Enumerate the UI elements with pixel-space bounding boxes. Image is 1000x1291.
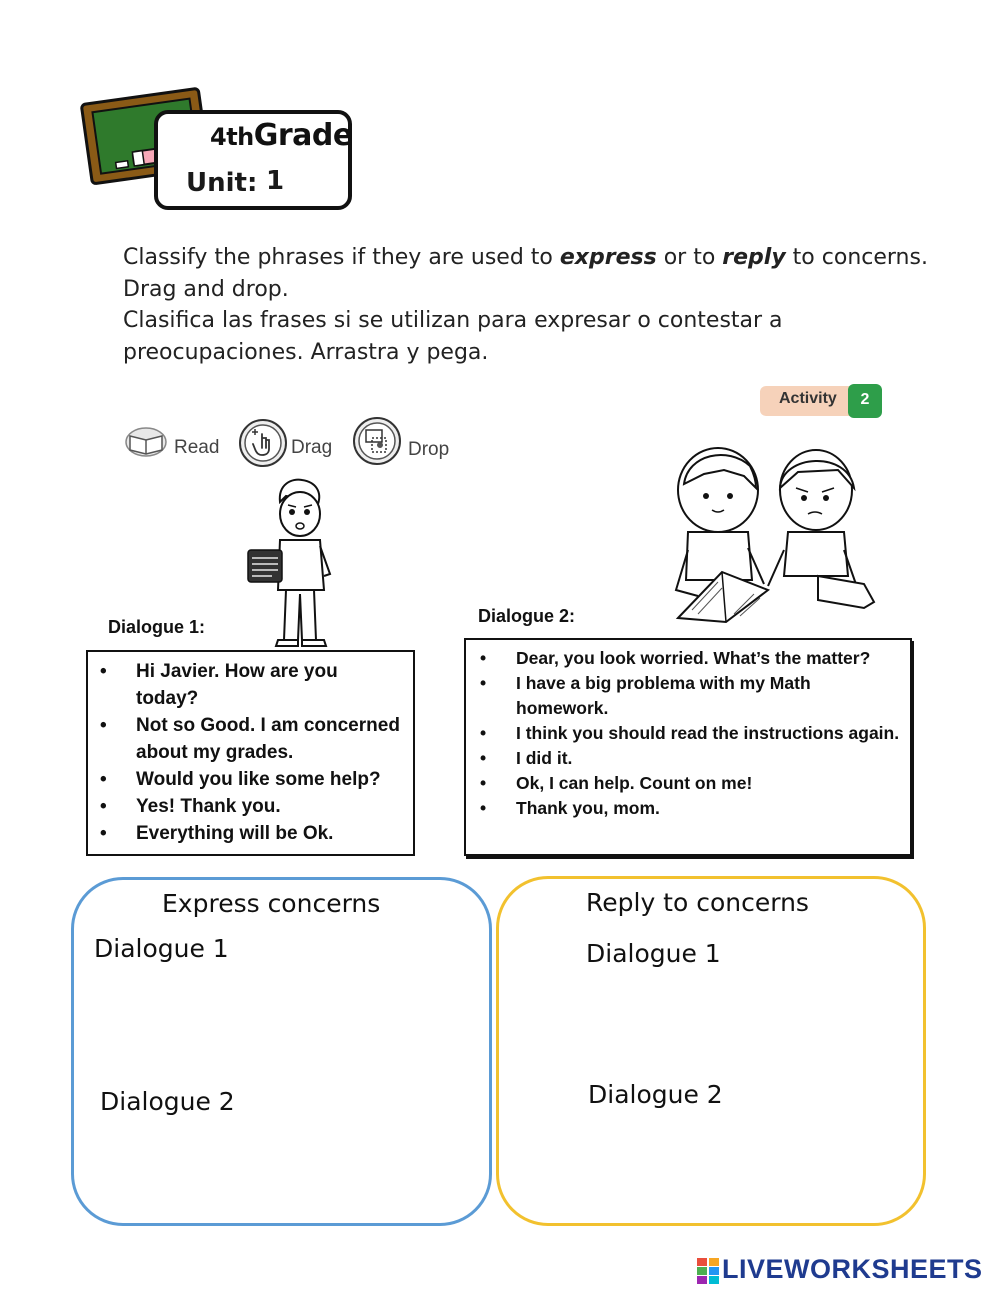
reply-concerns-title: Reply to concerns [586, 888, 809, 917]
instructions-en-line1: Classify the phrases if they are used to express or to reply to concerns. [123, 245, 928, 270]
instructions [123, 242, 928, 368]
express-concerns-title: Express concerns [162, 889, 381, 918]
dialogue1-line[interactable]: • Yes! Thank you. [136, 793, 405, 820]
instructions-es-line2: preocupaciones. Arrastra y pega. [123, 339, 489, 365]
liveworksheets-logo-icon [697, 1258, 719, 1284]
express-dialogue2-label: Dialogue 2 [100, 1087, 235, 1116]
dialogue2-list [516, 646, 902, 821]
book-icon [124, 418, 168, 462]
reply-dialogue1-label: Dialogue 1 [586, 939, 721, 968]
drag-hand-icon [238, 418, 288, 468]
dialogue1-title: Dialogue 1: [108, 617, 206, 637]
unit-label: Unit: [186, 168, 258, 198]
dialogue2-box [464, 638, 912, 856]
dialogue2-line[interactable]: • Thank you, mom. [516, 796, 902, 821]
express-dialogue1-label: Dialogue 1 [94, 934, 229, 963]
grade-label: 4thGrade [210, 118, 353, 153]
dialogue2-line[interactable]: • I did it. [516, 746, 902, 771]
dialogue2-line[interactable]: • I have a big problema with my Math homework. [516, 671, 902, 721]
activity-label: Activity [779, 390, 837, 407]
express-concerns-drop-zone[interactable] [71, 877, 492, 1226]
dialogue1-line[interactable]: • Not so Good. I am concerned about my grades. [136, 712, 405, 766]
worried-boy-illustration [240, 474, 352, 650]
dialogue2-line[interactable]: • I think you should read the instructions again. [516, 721, 902, 746]
dialogue1-line[interactable]: • Would you like some help? [136, 766, 405, 793]
dialogue1-line[interactable]: • Everything will be Ok. [136, 820, 405, 847]
unit-number: 1 [266, 166, 285, 196]
instructions-es-line1: Clasifica las frases si se utilizan para expresar o contestar a [123, 308, 783, 333]
dialogue2-title: Dialogue 2: [478, 606, 576, 626]
drop-icon [352, 416, 402, 466]
activity-number: 2 [860, 391, 870, 408]
step-read-label: Read [174, 437, 220, 458]
instructions-en-line2: Drag and drop. [123, 276, 289, 302]
step-drop-label: Drop [408, 439, 450, 460]
liveworksheets-brand[interactable]: LIVEWORKSHEETS [722, 1254, 983, 1284]
step-drag-label: Drag [291, 437, 333, 458]
children-reading-illustration [668, 440, 880, 626]
dialogue2-line[interactable]: • Ok, I can help. Count on me! [516, 771, 902, 796]
dialogue1-line[interactable]: • Hi Javier. How are you today? [136, 658, 405, 712]
dialogue1-list [136, 658, 405, 847]
reply-dialogue2-label: Dialogue 2 [588, 1080, 723, 1109]
reply-concerns-drop-zone[interactable] [496, 876, 926, 1226]
dialogue1-box [86, 650, 415, 856]
dialogue2-line[interactable]: • Dear, you look worried. What’s the matter? [516, 646, 902, 671]
